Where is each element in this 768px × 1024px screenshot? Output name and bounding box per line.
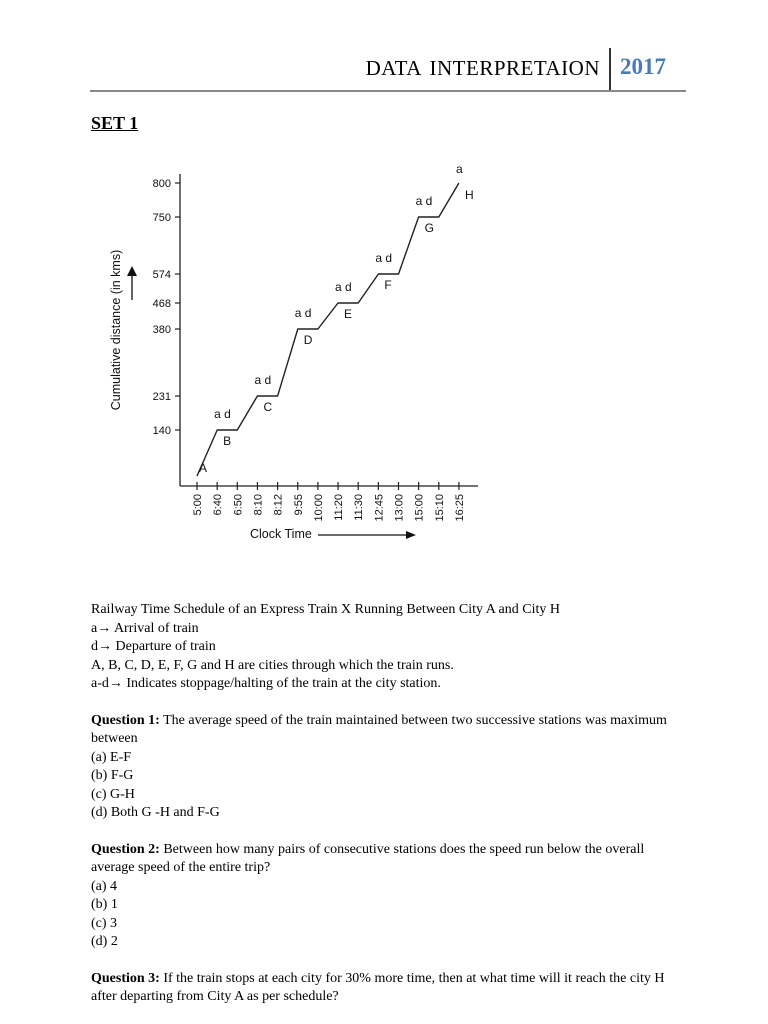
stoppage-note: a-d→ Indicates stoppage/halting of the train at the city station. — [91, 676, 441, 691]
y-tick-label: 231 — [152, 391, 171, 403]
cities-note: A, B, C, D, E, F, G and H are cities through which the train runs. — [91, 657, 454, 673]
option: (b) F-G — [91, 768, 134, 783]
station-label-G: G — [424, 221, 434, 235]
option: (a) 4 — [91, 878, 118, 894]
header-title: DATA INTERPRETAION — [365, 56, 600, 80]
x-tick-label: 8:10 — [252, 494, 265, 516]
station-label-C: C — [263, 400, 273, 414]
station-label-E: E — [344, 307, 353, 321]
legend-departure: d→ Departure of train — [91, 639, 216, 654]
x-tick-label: 15:10 — [433, 494, 446, 522]
station-marks: a d — [254, 373, 272, 387]
x-tick-label: 11:30 — [353, 494, 366, 521]
set-title: SET 1 — [91, 113, 139, 133]
y-tick-label: 380 — [152, 324, 171, 336]
y-tick-label: 468 — [152, 298, 171, 310]
problem-text — [91, 601, 691, 1007]
station-marks: a d — [214, 407, 231, 421]
x-tick-label: 15:00 — [413, 494, 426, 522]
chart-caption: Railway Time Schedule of an Express Train X Running Between City A and City H — [91, 602, 560, 617]
station-label-H: H — [464, 188, 474, 202]
y-axis-arrow-head — [127, 266, 137, 276]
header-year: 2017 — [620, 54, 666, 79]
x-axis-arrow-head — [406, 531, 416, 539]
station-label-B: B — [223, 434, 232, 448]
station-marks: a d — [375, 251, 393, 265]
x-tick-label: 10:00 — [312, 494, 325, 522]
x-axis-label: Clock Time — [250, 527, 312, 541]
question-1 — [91, 712, 691, 749]
header-rule — [90, 90, 686, 92]
option: (c) G-H — [91, 786, 135, 802]
question-label: Question 2: — [91, 841, 160, 857]
page-header — [90, 46, 686, 91]
y-tick-label: 574 — [152, 269, 171, 281]
question-text: If the train stops at each city for 30% more time, then at what time will it reach the city H after departing from City A as per schedule? — [91, 970, 665, 1004]
option: (d) 2 — [91, 934, 118, 949]
station-marks: a d — [335, 280, 352, 294]
y-tick-label: 800 — [152, 178, 171, 190]
distance-time-chart — [100, 160, 500, 550]
x-tick-label: 8:12 — [272, 494, 285, 516]
x-tick-label: 12:45 — [373, 494, 386, 522]
station-mark-H: a — [455, 162, 463, 176]
station-label-D: D — [303, 333, 313, 347]
question-label: Question 3: — [91, 970, 160, 986]
station-label-F: F — [384, 278, 392, 292]
x-tick-label: 9:55 — [292, 494, 305, 516]
distance-line — [197, 183, 459, 476]
question-2 — [91, 841, 691, 878]
x-tick-label: 13:00 — [393, 494, 406, 522]
question-text: The average speed of the train maintained between two successive stations was maximum between — [91, 712, 667, 746]
header-separator — [609, 48, 611, 90]
y-tick-label: 140 — [152, 425, 171, 437]
option: (b) 1 — [91, 897, 118, 912]
question-label: Question 1: — [91, 712, 160, 728]
question-text: Between how many pairs of consecutive stations does the speed run below the overall average speed of the entire trip? — [91, 841, 645, 875]
x-tick-label: 11:20 — [333, 494, 346, 521]
question-3 — [91, 970, 691, 1007]
legend-arrival: a→ Arrival of train — [91, 620, 199, 636]
chart-svg — [100, 160, 500, 550]
y-tick-label: 750 — [152, 212, 171, 224]
x-tick-label: 16:25 — [453, 494, 466, 522]
station-label-A: A — [199, 461, 208, 475]
station-marks: a d — [294, 306, 312, 320]
option: (c) 3 — [91, 915, 118, 931]
station-marks: a d — [415, 194, 433, 208]
x-tick-label: 6:40 — [212, 494, 225, 516]
option: (a) E-F — [91, 749, 132, 765]
y-axis-label: Cumulative distance (in kms) — [109, 249, 123, 411]
x-tick-label: 5:00 — [192, 494, 204, 516]
option: (d) Both G -H and F-G — [91, 805, 220, 820]
x-tick-label: 6:50 — [232, 494, 245, 516]
